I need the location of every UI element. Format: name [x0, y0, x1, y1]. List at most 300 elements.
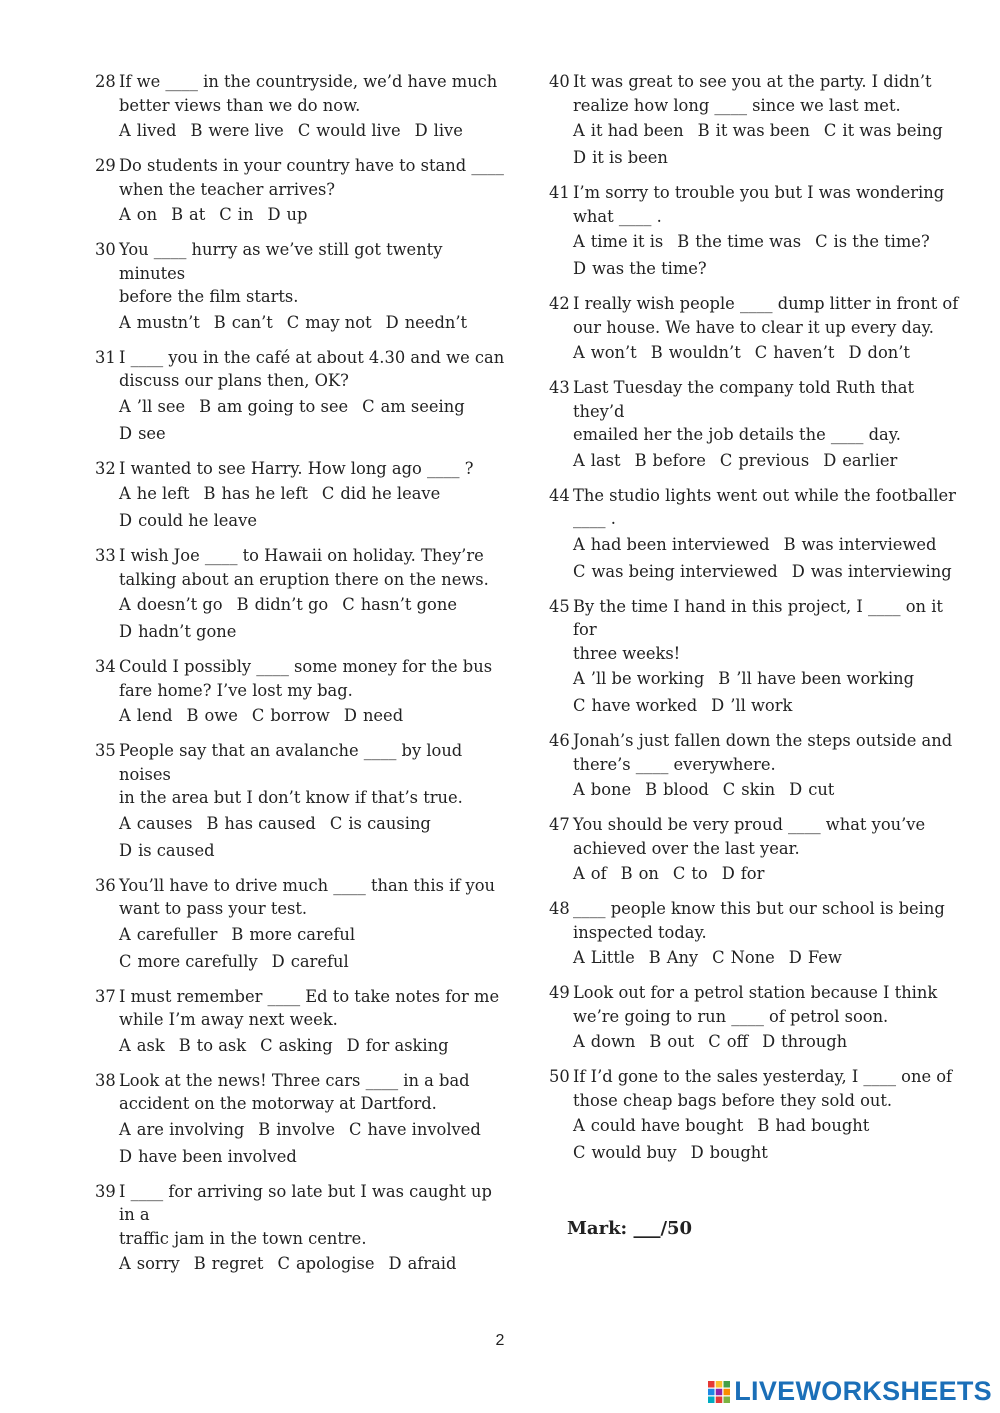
answer-options — [95, 702, 505, 729]
option-c[interactable] — [720, 447, 809, 474]
option-letter: D — [848, 343, 862, 362]
question-stem — [549, 813, 969, 860]
question-text-line: I wanted to see Harry. How long ago ____ ? — [119, 458, 474, 478]
question-text-line: I really wish people ____ dump litter in front of — [573, 294, 959, 313]
option-d[interactable] — [344, 702, 403, 729]
option-letter: C — [573, 561, 586, 581]
question-number: 39 — [95, 1181, 116, 1201]
option-d[interactable] — [573, 144, 668, 171]
option-text: had been interviewed — [590, 534, 770, 554]
option-text: have been involved — [138, 1146, 297, 1166]
question-text — [573, 292, 969, 339]
option-d[interactable] — [119, 420, 166, 447]
option-d[interactable] — [789, 944, 842, 971]
option-text: would live — [316, 121, 401, 140]
question-text — [119, 739, 505, 810]
question-text-line: inspected today. — [573, 922, 707, 942]
answer-options — [549, 1028, 969, 1055]
option-letter: B — [677, 232, 690, 251]
option-a[interactable] — [119, 921, 217, 948]
question-stem — [95, 1180, 505, 1251]
option-b[interactable] — [203, 480, 307, 507]
question-35 — [95, 739, 505, 864]
option-c[interactable] — [277, 1250, 374, 1277]
question-30 — [95, 238, 505, 336]
question-text-line: I ____ for arriving so late but I was caught up in a — [119, 1181, 492, 1224]
option-c[interactable] — [219, 201, 253, 228]
option-d[interactable] — [711, 692, 792, 719]
option-letter: D — [690, 1143, 704, 1162]
option-d[interactable] — [389, 1250, 457, 1277]
option-b[interactable] — [194, 1250, 264, 1277]
option-letter: B — [718, 669, 731, 688]
option-letter: B — [231, 924, 244, 944]
option-a[interactable] — [573, 1112, 743, 1139]
option-c[interactable] — [673, 860, 708, 887]
question-33 — [95, 544, 505, 645]
answer-options — [549, 944, 969, 971]
option-c[interactable] — [573, 1139, 677, 1166]
option-letter: D — [119, 423, 133, 443]
answer-options — [95, 1032, 505, 1059]
left-question-column — [95, 70, 505, 1287]
option-text: ’ll see — [136, 396, 186, 416]
option-text: for — [740, 864, 765, 883]
option-c[interactable] — [252, 702, 330, 729]
option-a[interactable] — [119, 1116, 244, 1143]
option-b[interactable] — [649, 944, 698, 971]
option-a[interactable] — [573, 339, 637, 366]
option-c[interactable] — [342, 591, 457, 618]
option-letter: B — [190, 121, 203, 140]
option-a[interactable] — [119, 591, 223, 618]
question-text-line: better views than we do now. — [119, 95, 361, 115]
answer-options — [95, 1250, 505, 1277]
option-letter: B — [620, 864, 633, 883]
option-b[interactable] — [190, 117, 283, 144]
question-stem — [95, 1069, 505, 1116]
options-row — [573, 692, 969, 719]
option-text: it was been — [715, 121, 810, 140]
option-text: have involved — [367, 1119, 481, 1139]
question-stem — [549, 181, 969, 228]
question-text — [119, 238, 505, 309]
option-letter: D — [388, 1254, 402, 1273]
option-text: afraid — [407, 1254, 457, 1273]
option-b[interactable] — [258, 1116, 335, 1143]
option-b[interactable] — [206, 810, 315, 837]
option-b[interactable] — [677, 228, 801, 255]
question-text — [573, 376, 969, 447]
question-text-line: before the film starts. — [119, 287, 299, 306]
option-letter: A — [573, 780, 585, 799]
option-d[interactable] — [119, 837, 215, 864]
option-b[interactable] — [237, 591, 329, 618]
option-letter: A — [573, 232, 585, 251]
option-letter: C — [119, 951, 132, 971]
options-row — [119, 117, 505, 144]
option-text: Any — [666, 948, 699, 967]
question-42 — [549, 292, 969, 366]
option-b[interactable] — [179, 1032, 246, 1059]
option-d[interactable] — [762, 1028, 847, 1055]
options-row — [573, 447, 969, 474]
option-text: owe — [204, 706, 238, 725]
question-text-line: By the time I hand in this project, I ____ on it for — [573, 596, 943, 639]
option-c[interactable] — [298, 117, 401, 144]
options-row — [119, 618, 505, 645]
option-a[interactable] — [119, 309, 200, 336]
options-row — [573, 339, 969, 366]
question-text — [573, 181, 969, 228]
option-c[interactable] — [573, 558, 778, 585]
option-b[interactable] — [621, 860, 659, 887]
option-c[interactable] — [708, 1028, 748, 1055]
options-row — [119, 201, 505, 228]
option-letter: C — [708, 1032, 721, 1051]
question-number: 34 — [95, 657, 116, 676]
options-row — [573, 944, 969, 971]
option-letter: A — [573, 534, 585, 554]
question-stem — [95, 739, 505, 810]
question-number: 42 — [549, 294, 570, 313]
option-d[interactable] — [415, 117, 463, 144]
option-letter: C — [348, 1119, 362, 1139]
option-c[interactable] — [349, 1116, 481, 1143]
option-a[interactable] — [119, 480, 189, 507]
option-text: down — [590, 1032, 636, 1051]
question-text — [573, 484, 969, 531]
option-b[interactable] — [718, 665, 914, 692]
question-text — [119, 985, 505, 1032]
option-text: may not — [305, 312, 372, 332]
option-text: are involving — [136, 1119, 245, 1139]
option-letter: B — [634, 450, 647, 470]
question-number: 29 — [95, 156, 116, 175]
option-letter: B — [645, 780, 658, 799]
liveworksheets-brand[interactable] — [707, 1376, 992, 1407]
option-text: he left — [136, 484, 190, 503]
option-text: asking — [278, 1035, 333, 1055]
option-c[interactable] — [755, 339, 835, 366]
option-c[interactable] — [712, 944, 775, 971]
question-number: 50 — [549, 1067, 570, 1086]
answer-options — [549, 1112, 969, 1166]
option-text: haven’t — [773, 343, 835, 362]
options-row — [119, 1250, 505, 1277]
option-a[interactable] — [119, 201, 157, 228]
option-letter: D — [119, 511, 133, 530]
option-a[interactable] — [573, 1028, 635, 1055]
option-letter: D — [271, 951, 285, 971]
question-text-line: You ____ hurry as we’ve still got twenty minutes — [119, 240, 443, 283]
option-text: need — [362, 706, 404, 725]
question-number: 31 — [95, 347, 116, 367]
option-letter: A — [119, 484, 131, 503]
option-text: is the time? — [833, 232, 930, 251]
option-d[interactable] — [792, 558, 952, 585]
option-a[interactable] — [119, 117, 176, 144]
options-row — [119, 309, 505, 336]
option-a[interactable] — [573, 447, 621, 474]
option-letter: C — [712, 948, 725, 967]
question-stem — [549, 484, 969, 531]
question-text-line: traffic jam in the town centre. — [119, 1228, 367, 1248]
question-text — [119, 1069, 505, 1116]
option-text: last — [590, 450, 621, 470]
option-text: before — [652, 450, 706, 470]
option-d[interactable] — [267, 201, 307, 228]
option-letter: B — [236, 595, 249, 614]
options-row — [119, 591, 505, 618]
options-row — [573, 255, 969, 282]
option-letter: D — [119, 622, 133, 641]
question-number: 46 — [549, 731, 570, 750]
option-c[interactable] — [723, 776, 775, 803]
option-letter: A — [573, 121, 585, 140]
question-text — [119, 154, 505, 201]
option-c[interactable] — [815, 228, 930, 255]
option-letter: C — [321, 484, 335, 503]
option-d[interactable] — [848, 339, 910, 366]
question-text — [119, 1180, 505, 1251]
question-text-line: I ____ you in the café at about 4.30 and we can — [119, 347, 505, 367]
question-text-line: want to pass your test. — [119, 899, 308, 918]
option-letter: D — [573, 148, 587, 167]
question-43 — [549, 376, 969, 474]
option-letter: D — [343, 706, 357, 725]
option-letter: A — [573, 450, 585, 470]
option-d[interactable] — [386, 309, 467, 336]
option-c[interactable] — [260, 1032, 333, 1059]
options-row — [573, 144, 969, 171]
question-stem — [95, 985, 505, 1032]
option-b[interactable] — [171, 201, 205, 228]
option-c[interactable] — [573, 692, 697, 719]
question-text-line: when the teacher arrives? — [119, 179, 336, 199]
option-letter: A — [119, 396, 131, 416]
option-d[interactable] — [272, 948, 349, 975]
option-letter: B — [757, 1116, 770, 1135]
question-text-line: I wish Joe ____ to Hawaii on holiday. They’re — [119, 546, 484, 565]
options-row — [119, 420, 505, 447]
option-text: won’t — [590, 343, 637, 362]
option-letter: B — [213, 312, 226, 332]
option-d[interactable] — [573, 255, 707, 282]
option-text: involve — [276, 1119, 335, 1139]
option-letter: A — [119, 924, 131, 944]
question-text-line: in the area but I don’t know if that’s true. — [119, 788, 463, 807]
option-letter: B — [650, 343, 663, 362]
option-b[interactable] — [757, 1112, 869, 1139]
question-29 — [95, 154, 505, 228]
option-a[interactable] — [119, 393, 185, 420]
question-stem — [95, 154, 505, 201]
option-c[interactable] — [119, 948, 258, 975]
option-b[interactable] — [784, 531, 937, 558]
option-letter: A — [119, 706, 131, 725]
option-letter: D — [573, 259, 587, 278]
option-letter: C — [286, 312, 300, 332]
option-letter: D — [788, 948, 802, 967]
option-b[interactable] — [231, 921, 355, 948]
option-letter: C — [719, 450, 733, 470]
option-text: time it is — [590, 232, 664, 251]
option-a[interactable] — [573, 117, 684, 144]
question-text-line: I must remember ____ Ed to take notes for me — [119, 986, 500, 1006]
option-letter: C — [277, 1254, 290, 1273]
option-b[interactable] — [698, 117, 810, 144]
option-b[interactable] — [187, 702, 238, 729]
option-text: careful — [290, 951, 349, 971]
question-text-line: You’ll have to drive much ____ than this if you — [119, 875, 496, 895]
option-letter: C — [754, 343, 768, 362]
question-stem — [549, 70, 969, 117]
question-stem — [95, 346, 505, 393]
option-text: through — [781, 1032, 848, 1051]
option-a[interactable] — [119, 702, 173, 729]
option-c[interactable] — [322, 480, 440, 507]
option-text: None — [730, 948, 775, 967]
option-letter: B — [193, 1254, 206, 1273]
option-letter: B — [199, 396, 212, 416]
option-b[interactable] — [651, 339, 741, 366]
answer-options — [549, 776, 969, 803]
option-text: previous — [738, 450, 810, 470]
mark-label: Mark: ___/50 — [567, 1218, 693, 1239]
option-text: didn’t go — [254, 595, 329, 614]
option-text: for asking — [365, 1035, 449, 1055]
option-d[interactable] — [789, 776, 834, 803]
answer-options — [95, 309, 505, 336]
question-number: 43 — [549, 378, 570, 397]
question-number: 38 — [95, 1070, 116, 1090]
question-text-line: achieved over the last year. — [573, 838, 800, 858]
option-text: has caused — [224, 813, 316, 833]
option-text: skin — [741, 780, 776, 799]
option-letter: D — [267, 205, 281, 224]
option-a[interactable] — [573, 776, 631, 803]
option-c[interactable] — [362, 393, 465, 420]
question-text — [573, 70, 969, 117]
option-b[interactable] — [199, 393, 348, 420]
option-c[interactable] — [287, 309, 372, 336]
option-d[interactable] — [347, 1032, 449, 1059]
option-text: live — [433, 121, 463, 140]
question-number: 48 — [549, 899, 570, 918]
question-38 — [95, 1069, 505, 1170]
option-text: it is been — [592, 148, 668, 167]
question-40 — [549, 70, 969, 171]
question-text-line: Look out for a petrol station because I think — [573, 983, 938, 1002]
option-letter: C — [823, 121, 837, 140]
option-b[interactable] — [635, 447, 706, 474]
option-letter: C — [260, 1035, 273, 1055]
option-b[interactable] — [214, 309, 273, 336]
option-d[interactable] — [119, 507, 257, 534]
option-letter: C — [815, 232, 828, 251]
option-text: the time was — [695, 232, 802, 251]
question-text — [119, 346, 505, 393]
question-text-line: our house. We have to clear it up every day. — [573, 317, 934, 337]
question-32 — [95, 457, 505, 535]
answer-options — [95, 117, 505, 144]
option-letter: A — [119, 595, 131, 614]
option-a[interactable] — [119, 810, 192, 837]
option-c[interactable] — [330, 810, 431, 837]
option-letter: A — [119, 1254, 131, 1273]
option-text: hasn’t gone — [360, 595, 457, 614]
option-letter: B — [206, 813, 219, 833]
question-text-line: there’s ____ everywhere. — [573, 754, 776, 774]
question-stem — [549, 1065, 969, 1112]
option-a[interactable] — [573, 531, 770, 558]
question-44 — [549, 484, 969, 585]
option-text: regret — [211, 1254, 264, 1273]
option-d[interactable] — [823, 447, 897, 474]
option-text: earlier — [842, 450, 898, 470]
options-row — [573, 665, 969, 692]
question-number: 32 — [95, 458, 116, 478]
option-a[interactable] — [573, 944, 635, 971]
question-stem — [549, 376, 969, 447]
option-a[interactable] — [573, 228, 663, 255]
option-letter: A — [119, 121, 131, 140]
option-letter: C — [722, 780, 736, 799]
option-b[interactable] — [649, 1028, 694, 1055]
answer-options — [95, 201, 505, 228]
question-text — [573, 595, 969, 666]
question-number: 49 — [549, 983, 570, 1002]
option-letter: D — [119, 1146, 133, 1166]
option-d[interactable] — [691, 1139, 768, 1166]
option-text: am seeing — [380, 396, 465, 416]
option-d[interactable] — [119, 618, 236, 645]
option-a[interactable] — [573, 665, 704, 692]
option-text: had bought — [775, 1116, 870, 1135]
question-number: 36 — [95, 875, 116, 895]
question-31 — [95, 346, 505, 447]
option-d[interactable] — [119, 1143, 297, 1170]
option-text: was the time? — [592, 259, 707, 278]
answer-options — [95, 393, 505, 447]
options-row — [119, 480, 505, 507]
question-text-line: talking about an eruption there on the news. — [119, 569, 489, 589]
question-number: 30 — [95, 240, 116, 259]
options-row — [119, 921, 505, 948]
options-row — [573, 1028, 969, 1055]
option-letter: B — [203, 484, 216, 503]
option-d[interactable] — [722, 860, 765, 887]
option-letter: A — [119, 1119, 131, 1139]
option-b[interactable] — [645, 776, 709, 803]
option-letter: B — [783, 534, 796, 554]
option-a[interactable] — [119, 1250, 180, 1277]
option-text: in — [237, 205, 254, 224]
option-text: carefuller — [136, 924, 218, 944]
option-c[interactable] — [824, 117, 943, 144]
option-a[interactable] — [573, 860, 607, 887]
option-a[interactable] — [119, 1032, 165, 1059]
right-question-column — [549, 70, 969, 1176]
option-text: more careful — [249, 924, 356, 944]
question-50 — [549, 1065, 969, 1166]
liveworksheets-logo-icon — [707, 1380, 731, 1404]
question-text-line: we’re going to run ____ of petrol soon. — [573, 1006, 889, 1026]
question-39 — [95, 1180, 505, 1278]
question-stem — [549, 981, 969, 1028]
question-stem — [95, 874, 505, 921]
